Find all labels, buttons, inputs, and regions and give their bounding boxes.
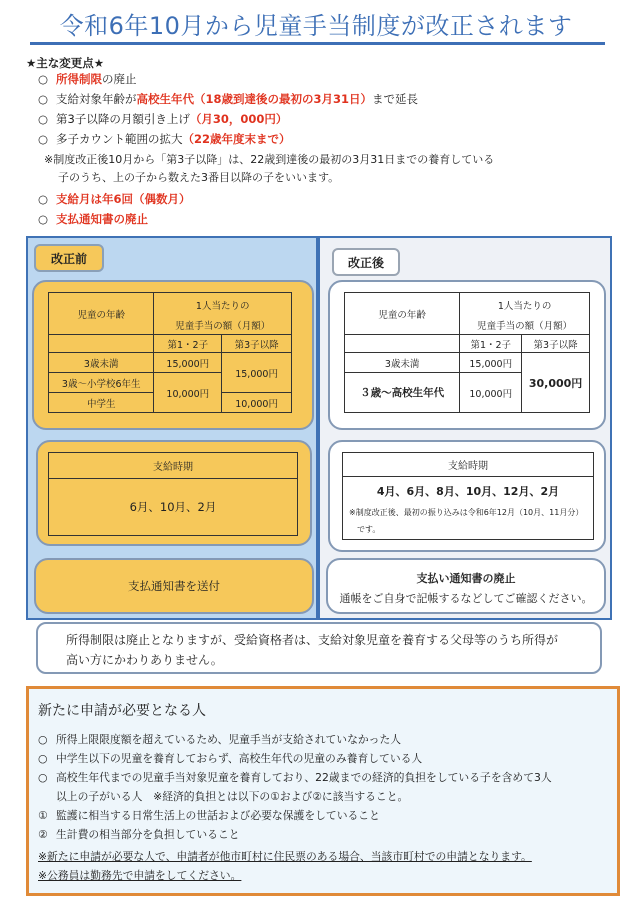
eligibility-note [36,622,602,674]
after-amount-table [344,292,590,413]
change-points-heading: ★主な変更点★ [26,56,105,70]
residence-note: ※新たに申請が必要な人で、申請者が他市町村に住民票のある場合、当該市町村での申請となります。 [38,850,532,863]
circle-mark: ○ [38,192,49,206]
payment-header: 支給時期 [343,453,593,477]
after-payment-table [342,452,594,540]
circle-mark: ○ [38,132,49,146]
third-child-note-1: ※制度改正後10月から「第3子以降」は、22歳到達後の最初の3月31日までの養育している [44,153,495,166]
new-applicant-item-3: ○ 高校生年代までの児童手当対象児童を養育しており、22歳までの経済的負担をしている子を含めて3人 [38,771,552,784]
before-payment-table [48,452,298,536]
condition-1: ① 監護に相当する日常生活上の世話および必要な保護をしていること [38,809,380,822]
cell-value: 15,000円 [154,353,222,373]
eligibility-line-2: 高い方にかわりありません。 [66,653,223,667]
new-applicant-item-2: ○ 中学生以下の児童を養育しておらず、高校生年代の児童のみ養育している人 [38,752,423,765]
row-under-3: 3歳未満 [345,353,460,373]
before-notice-box: 支払通知書を送付 [34,558,314,614]
col-third-child: 第3子以降 [222,335,292,353]
payment-months: 4月、6月、8月、10月、12月、2月 [376,485,560,498]
circle-mark: ○ [38,752,48,765]
circle-mark: ○ [38,733,48,746]
condition-2: ② 生計費の相当部分を負担していること [38,828,240,841]
new-applicant-item-3-cont: 以上の子がいる人 ※経済的負担とは以下の①および②に該当すること。 [56,790,409,803]
col-first-second-child: 第1・2子 [154,335,222,353]
new-applicants-title: 新たに申請が必要となる人 [38,703,206,719]
amount-header-1: 1人当たりの [460,293,590,317]
before-amount-table [48,292,292,413]
circle-mark: ○ [38,771,48,784]
cell-value: 10,000円 [460,373,522,413]
third-child-note-2: 子のうち、上の子から数えた3番目以降の子をいいます。 [58,171,340,184]
circle-mark: ○ [38,112,49,126]
after-notice-body: 通帳をご自身で記帳するなどしてご確認ください。 [339,592,593,605]
age-header: 児童の年齢 [345,293,460,335]
before-badge: 改正前 [34,244,104,272]
row-under-3: 3歳未満 [49,353,154,373]
change-point-2: ○ 支給対象年齢が高校生年代（18歳到達後の最初の3月31日）まで延長 [38,92,419,106]
cell-value: 30,000円 [522,353,590,413]
payment-note-2: です。 [357,525,381,534]
change-point-6: ○ 支払通知書の廃止 [38,212,148,226]
circle-mark: ○ [38,92,49,106]
new-applicant-item-1: ○ 所得上限限度額を超えているため、児童手当が支給されていなかった人 [38,733,402,746]
after-badge: 改正後 [332,248,400,276]
payment-header: 支給時期 [49,453,297,479]
change-point-1: ○ 所得制限の廃止 [38,72,137,86]
col-third-child: 第3子以降 [522,335,590,353]
payment-note-1: ※制度改正後、最初の振り込みは令和6年12月（10月、11月分） [349,508,584,517]
title-underline [30,42,605,45]
row-3-to-high-school: ３歳～高校生年代 [345,373,460,413]
cell-value: 15,000円 [460,353,522,373]
circle-mark: ○ [38,72,49,86]
eligibility-line-1: 所得制限は廃止となりますが、受給資格者は、支給対象児童を養育する父母等のうち所得が [66,633,559,647]
cell-value: 10,000円 [222,393,292,413]
col-first-second-child: 第1・2子 [460,335,522,353]
circle-mark: ○ [38,212,49,226]
age-header: 児童の年齢 [49,293,154,335]
payment-months: 6月、10月、2月 [129,500,217,514]
cell-value: 15,000円 [222,353,292,393]
page-title: 令和6年10月から児童手当制度が改正されます [59,12,573,40]
change-point-4: ○ 多子カウント範囲の拡大（22歳年度末まで） [38,132,291,146]
row-junior-high: 中学生 [49,393,154,413]
amount-header-2: 児童手当の額（月額） [154,317,292,335]
cell-value: 10,000円 [154,373,222,413]
row-3-to-elementary: 3歳～小学校6年生 [49,373,154,393]
change-point-3: ○ 第3子以降の月額引き上げ（月30，000円） [38,112,288,126]
change-point-5: ○ 支給月は年6回（偶数月） [38,192,191,206]
amount-header-2: 児童手当の額（月額） [460,317,590,335]
after-notice-title: 支払い通知書の廃止 [416,572,516,585]
amount-header-1: 1人当たりの [154,293,292,317]
public-servant-note: ※公務員は勤務先で申請をしてください。 [38,869,242,882]
